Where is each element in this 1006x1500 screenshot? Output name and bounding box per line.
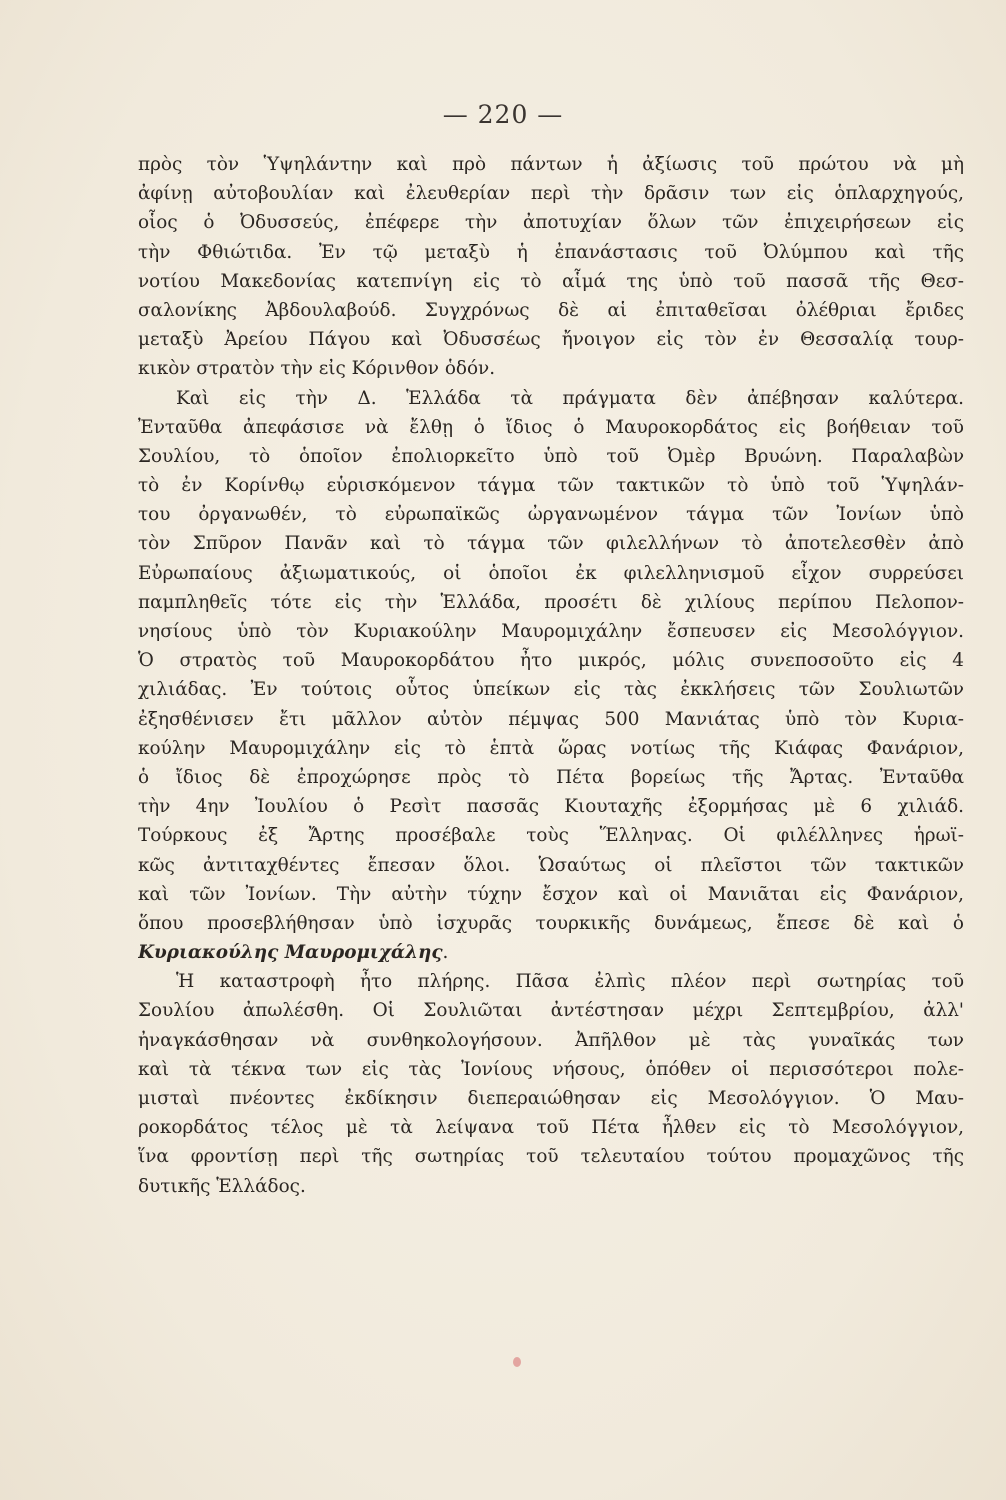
page-number: — 220 — xyxy=(442,100,564,129)
text-line: νοτίου Μακεδονίας κατεπνίγη εἰς τὸ αἷμά της ὑπὸ τοῦ πασσᾶ τῆς Θεσ- xyxy=(138,270,964,292)
paragraph-3 xyxy=(138,967,964,1201)
text-line: κῶς ἀντιταχθέντες ἔπεσαν ὅλοι. Ὡσαύτως οἱ πλεῖστοι τῶν τακτικῶν xyxy=(138,854,964,876)
emphasized-name: Κυριακούλης Μαυρομιχάλης xyxy=(138,942,443,964)
text-line: ὅπου προσεβλήθησαν ὑπὸ ἰσχυρᾶς τουρκικῆς δυνάμεως, ἔπεσε δὲ καὶ ὁ xyxy=(138,912,964,934)
text-line: ἐξησθένισεν ἔτι μᾶλλον αὐτὸν πέμψας 500 Μανιάτας ὑπὸ τὸν Κυρια- xyxy=(138,708,964,730)
text-line xyxy=(138,938,964,967)
text-line: Τούρκους ἐξ Ἄρτης προσέβαλε τοὺς Ἕλληνας. Οἱ φιλέλληνες ἡρωϊ- xyxy=(138,825,964,847)
text-line: καὶ τῶν Ἰονίων. Τὴν αὐτὴν τύχην ἔσχον καὶ οἱ Μανιᾶται εἰς Φανάριον, xyxy=(138,883,964,905)
paragraph-1 xyxy=(138,150,964,384)
text-line: Σουλίου ἀπωλέσθη. Οἱ Σουλιῶται ἀντέστησαν μέχρι Σεπτεμβρίου, ἀλλ' xyxy=(138,1000,964,1022)
text-line: χιλιάδας. Ἐν τούτοις οὗτος ὑπείκων εἰς τὰς ἐκκλήσεις τῶν Σουλιωτῶν xyxy=(138,679,964,701)
text-line: Εὐρωπαίους ἀξιωματικούς, οἱ ὁποῖοι ἐκ φιλελληνισμοῦ εἶχον συρρεύσει xyxy=(138,562,964,584)
text-line: Ἡ καταστροφὴ ἦτο πλήρης. Πᾶσα ἐλπὶς πλέον περὶ σωτηρίας τοῦ xyxy=(176,971,964,993)
text-line: δυτικῆς Ἑλλάδος. xyxy=(138,1175,306,1197)
text-line: οἷος ὁ Ὀδυσσεύς, ἐπέφερε τὴν ἀποτυχίαν ὅλων τῶν ἐπιχειρήσεων εἰς xyxy=(138,212,964,234)
text-line: τὴν 4ην Ἰουλίου ὁ Ρεσὶτ πασσᾶς Κιουταχῆς ἐξορμήσας μὲ 6 χιλιάδ. xyxy=(138,796,964,818)
text-line: ὁ ἴδιος δὲ ἐπροχώρησε πρὸς τὸ Πέτα βορείως τῆς Ἄρτας. Ἐνταῦθα xyxy=(138,766,964,788)
text-line: ροκορδάτος τέλος μὲ τὰ λείψανα τοῦ Πέτα ἦλθεν εἰς τὸ Μεσολόγγιον, xyxy=(138,1117,964,1139)
paragraph-2 xyxy=(138,384,964,968)
text-line: ἠναγκάσθησαν νὰ συνθηκολογήσουν. Ἀπῆλθον μὲ τὰς γυναῖκάς των xyxy=(138,1029,964,1051)
text-line: παμπληθεῖς τότε εἰς τὴν Ἑλλάδα, προσέτι δὲ χιλίους περίπου Πελοπον- xyxy=(138,591,964,613)
text-line: ἵνα φροντίσῃ περὶ τῆς σωτηρίας τοῦ τελευταίου τούτου προμαχῶνος τῆς xyxy=(138,1146,964,1168)
text-line: πρὸς τὸν Ὑψηλάντην καὶ πρὸ πάντων ἡ ἀξίωσις τοῦ πρώτου νὰ μὴ xyxy=(138,154,964,175)
text-line: τὸ ἐν Κορίνθῳ εὑρισκόμενον τάγμα τῶν τακτικῶν τὸ ὑπὸ τοῦ Ὑψηλάν- xyxy=(138,475,964,497)
text-line: ἀφίνῃ αὐτοβουλίαν καὶ ἐλευθερίαν περὶ τὴν δρᾶσιν των εἰς ὁπλαρχηγούς, xyxy=(138,183,964,205)
text-line: Ὁ στρατὸς τοῦ Μαυροκορδάτου ἦτο μικρός, μόλις συνεποσοῦτο εἰς 4 xyxy=(138,650,964,672)
text-line: νησίους ὑπὸ τὸν Κυριακούλην Μαυρομιχάλην ἔσπευσεν εἰς Μεσολόγγιον. xyxy=(138,621,964,642)
text-line: σαλονίκης Ἀβδουλαβούδ. Συγχρόνως δὲ αἱ ἐπιταθεῖσαι ὀλέθριαι ἔριδες xyxy=(138,299,964,321)
text-line: μεταξὺ Ἀρείου Πάγου καὶ Ὀδυσσέως ἤνοιγον εἰς τὸν ἐν Θεσσαλίᾳ τουρ- xyxy=(138,329,964,351)
body-text xyxy=(138,150,964,1201)
text-line: Καὶ εἰς τὴν Δ. Ἑλλάδα τὰ πράγματα δὲν ἀπέβησαν καλύτερα. xyxy=(176,387,964,409)
line-tail: . xyxy=(442,942,449,964)
text-line: κικὸν στρατὸν τὴν εἰς Κόρινθον ὁδόν. xyxy=(138,358,496,380)
text-line: του ὀργανωθέν, τὸ εὐρωπαϊκῶς ὠργανωμένον τάγμα τῶν Ἰονίων ὑπὸ xyxy=(138,504,964,526)
text-line: τὸν Σπῦρον Πανᾶν καὶ τὸ τάγμα τῶν φιλελλήνων τὸ ἀποτελεσθὲν ἀπὸ xyxy=(138,533,964,555)
text-line: καὶ τὰ τέκνα των εἰς τὰς Ἰονίους νήσους, ὁπόθεν οἱ περισσότεροι πολε- xyxy=(138,1058,964,1080)
text-line: Ἐνταῦθα ἀπεφάσισε νὰ ἔλθῃ ὁ ἴδιος ὁ Μαυροκορδάτος εἰς βοήθειαν τοῦ xyxy=(138,416,964,438)
text-line: μισταὶ πνέοντες ἐκδίκησιν διεπεραιώθησαν εἰς Μεσολόγγιον. Ὁ Μαυ- xyxy=(138,1088,964,1109)
paper-speck xyxy=(513,1357,521,1367)
text-line: τὴν Φθιώτιδα. Ἐν τῷ μεταξὺ ἡ ἐπανάστασις τοῦ Ὀλύμπου καὶ τῆς xyxy=(138,241,964,263)
text-line: Σουλίου, τὸ ὁποῖον ἐπολιορκεῖτο ὑπὸ τοῦ Ὀμὲρ Βρυώνη. Παραλαβὼν xyxy=(138,445,964,467)
text-line: κούλην Μαυρομιχάλην εἰς τὸ ἑπτὰ ὥρας νοτίως τῆς Κιάφας Φανάριον, xyxy=(138,737,964,759)
